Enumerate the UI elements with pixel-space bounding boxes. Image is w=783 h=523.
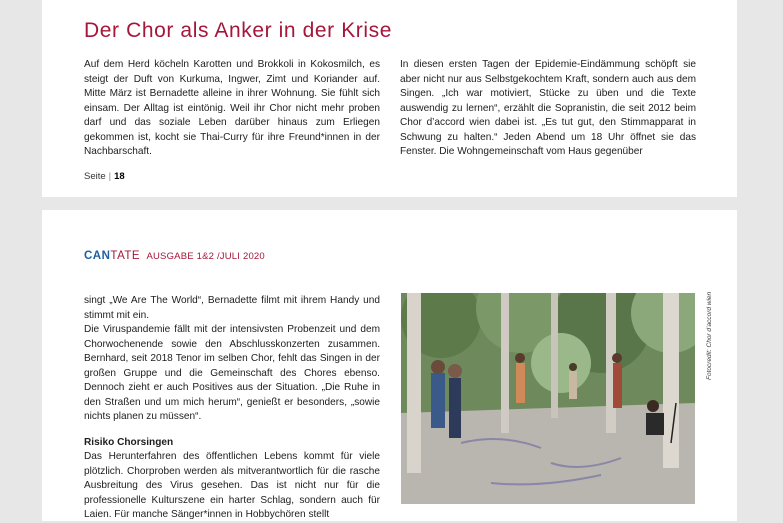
paragraph: Das Herunterfahren des öffentlichen Lebens kommt für viele plötzlich. Chorproben werden als mitverantwortlich für die rasche Ausbreitung des Virus gesehen. Das ist nicht nur für die professionelle Kulturszene ein harter Schlag, sondern auch für Laien. Für manche Sänger*innen in Hobbychören stellt bbox=[84, 451, 380, 520]
brand-tate: TATE bbox=[110, 250, 141, 262]
paragraph: Die Viruspandemie fällt mit der intensivsten Probenzeit und dem Chorwochenende sowie den Abschlusskonzerten zusammen. Bernhard, seit 2018 Tenor im selben Chor, fehlt das Singen in der großen Gruppe und die Gemeinschaft des Chores ebenso. Dennoch zieht er auch Positives aus der Situation. „Die Ruhe in den Straßen und um mich herum“, genießt er besonders, „sowie nichts planen zu müssen“. bbox=[84, 324, 380, 422]
text-column-left bbox=[84, 294, 380, 523]
page-bottom bbox=[42, 210, 737, 521]
choir-photo bbox=[401, 293, 695, 504]
masthead bbox=[84, 250, 265, 262]
page-footer: Seite | 18 bbox=[84, 171, 125, 182]
brand-can: CAN bbox=[84, 250, 111, 262]
page-label: Seite bbox=[84, 171, 106, 182]
issue-label: AUSGABE 1&2 /JULI 2020 bbox=[146, 251, 265, 262]
text-column-right: In diesen ersten Tagen der Epidemie-Eindämmung schöpft sie aber nicht nur aus Selbstgekochtem Kraft, sondern auch aus dem Singen. „Ich war motiviert, Stücke zu üben und die Texte auswendig zu lernen“, erzählt die Sopranistin, die seit 2012 beim Chor d’accord wien dabei ist. „Es tut gut, den Stimmapparat in Schwung zu halten.“ Jeden Abend um 18 Uhr öffnet sie das Fenster. Die Wohngemeinschaft vom Haus gegenüber bbox=[400, 59, 696, 157]
choir-photo-illustration bbox=[401, 293, 695, 504]
page-number: 18 bbox=[114, 171, 125, 182]
photo-credit: Fotocredit: Chor d’accord wien bbox=[706, 291, 713, 380]
section-subhead: Risiko Chorsingen bbox=[84, 436, 174, 448]
text-column-left: Auf dem Herd köcheln Karotten und Brokkoli in Kokosmilch, es steigt der Duft von Kurkuma, Ingwer, Zimt und Koriander auf. Mitte März ist Bernadette alleine in ihrer Wohnung. Sie fühlt sich einsam. Der Alltag ist eintönig. Weil ihr Chor nicht mehr proben darf und das soziale Leben darüber hinaus zum Erliegen gekommen ist, kocht sie Thai-Curry für ihre Freund*innen in der Nachbarschaft. bbox=[84, 59, 380, 157]
paragraph: singt „We Are The World“, Bernadette filmt mit ihrem Handy und stimmt mit ein. bbox=[84, 295, 380, 321]
page-top bbox=[42, 0, 737, 197]
article-title: Der Chor als Anker in der Krise bbox=[84, 19, 393, 42]
